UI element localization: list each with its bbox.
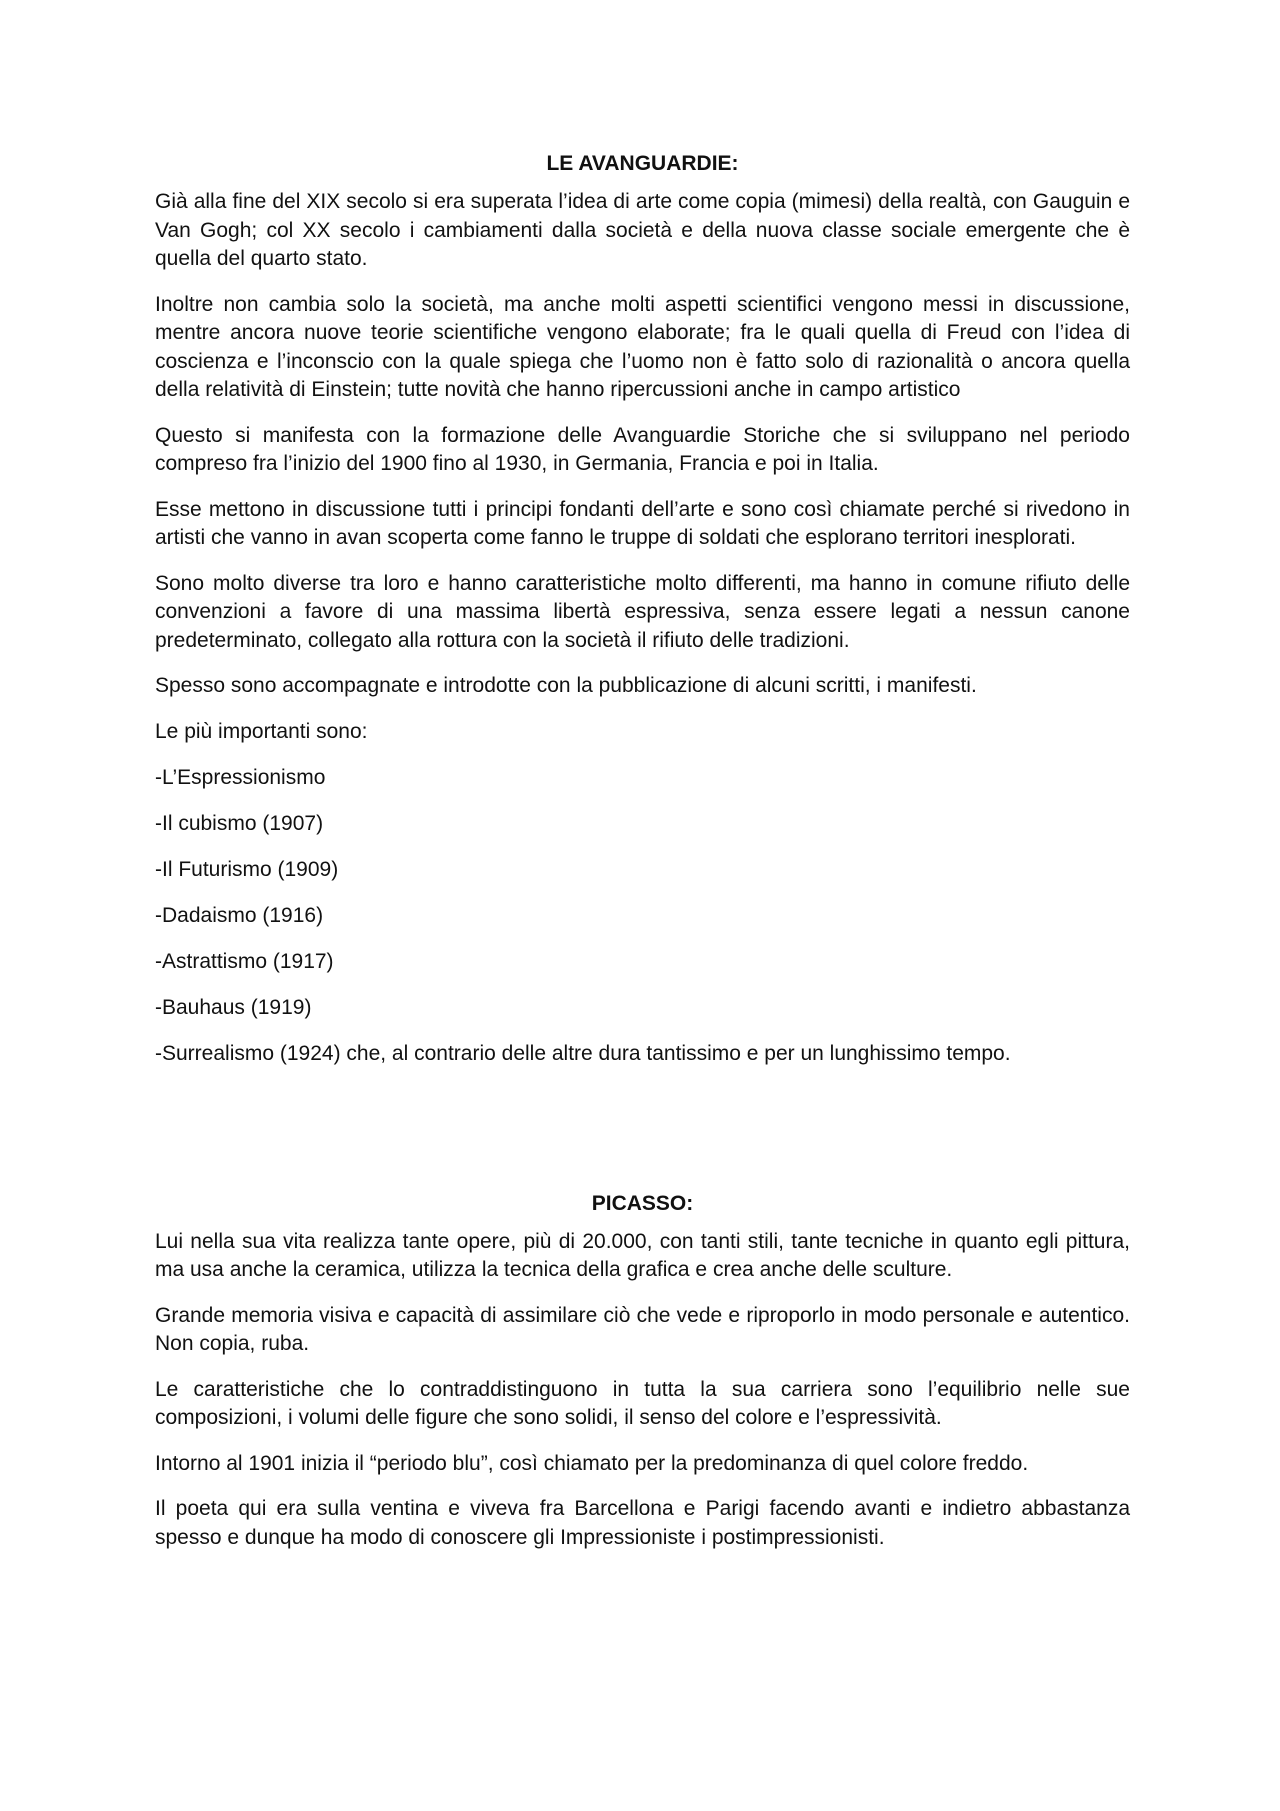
paragraph: Le caratteristiche che lo contraddistinguono in tutta la sua carriera sono l’equilibrio nelle sue composizioni, i volumi delle figure che sono solidi, il senso del colore e l’espressività. — [155, 1377, 1130, 1429]
section-title-avanguardie: LE AVANGUARDIE: — [546, 152, 739, 175]
list-item: -Bauhaus (1919) — [155, 995, 312, 1019]
list-item: -Il cubismo (1907) — [155, 811, 324, 835]
list-item: -Il Futurismo (1909) — [155, 857, 339, 881]
document-page — [155, 150, 1130, 1569]
paragraph: Già alla fine del XIX secolo si era superata l’idea di arte come copia (mimesi) della realtà, con Gauguin e Van Gogh; col XX secolo i cambiamenti dalla società e della nuova classe sociale emergente che è quella del quarto stato. — [155, 190, 1130, 270]
section-title-picasso: PICASSO: — [591, 1191, 694, 1215]
paragraph: Esse mettono in discussione tutti i principi fondanti dell’arte e sono così chiamate perché si rivedono in artisti che vanno in avan scoperta come fanno le truppe di soldati che esplorano territori inesplorati. — [155, 497, 1130, 549]
paragraph: Lui nella sua vita realizza tante opere, più di 20.000, con tanti stili, tante tecniche in quanto egli pittura, ma usa anche la ceramica, utilizza la tecnica della grafica e crea anche delle sculture. — [155, 1229, 1130, 1281]
paragraph: Inoltre non cambia solo la società, ma anche molti aspetti scientifici vengono messi in discussione, mentre ancora nuove teorie scientifiche vengono elaborate; fra le quali quella di Freud con l’idea di coscienza e l’inconscio con la quale spiega che l’uomo non è fatto solo di razionalità o ancora quella della relatività di Einstein; tutte novità che hanno ripercussioni anche in campo artistico — [155, 292, 1130, 401]
paragraph: Sono molto diverse tra loro e hanno caratteristiche molto differenti, ma hanno in comune rifiuto delle convenzioni a favore di una massima libertà espressiva, senza essere legati a nessun canone predeterminato, collegato alla rottura con la società il rifiuto delle tradizioni. — [155, 571, 1130, 652]
paragraph: Spesso sono accompagnate e introdotte con la pubblicazione di alcuni scritti, i manifesti. — [155, 674, 977, 697]
section-spacer — [155, 1086, 1130, 1190]
list-item: -Dadaismo (1916) — [155, 903, 324, 927]
paragraph: Grande memoria visiva e capacità di assimilare ciò che vede e riproporlo in modo personale e autentico. Non copia, ruba. — [155, 1303, 1130, 1355]
list-item: -Surrealismo (1924) che, al contrario delle altre dura tantissimo e per un lunghissimo tempo. — [155, 1041, 1011, 1065]
paragraph: Il poeta qui era sulla ventina e viveva fra Barcellona e Parigi facendo avanti e indietro abbastanza spesso e dunque ha modo di conoscere gli Impressioniste i postimpressionisti. — [155, 1497, 1130, 1549]
list-item: -Astrattismo (1917) — [155, 949, 334, 973]
list-intro: Le più importanti sono: — [155, 719, 368, 743]
paragraph: Intorno al 1901 inizia il “periodo blu”, così chiamato per la predominanza di quel colore freddo. — [155, 1451, 1029, 1475]
avanguardie-list — [155, 764, 1130, 1068]
list-item: -L’Espressionismo — [155, 765, 326, 789]
paragraph: Questo si manifesta con la formazione delle Avanguardie Storiche che si sviluppano nel periodo compreso fra l’inizio del 1900 fino al 1930, in Germania, Francia e poi in Italia. — [155, 423, 1130, 475]
